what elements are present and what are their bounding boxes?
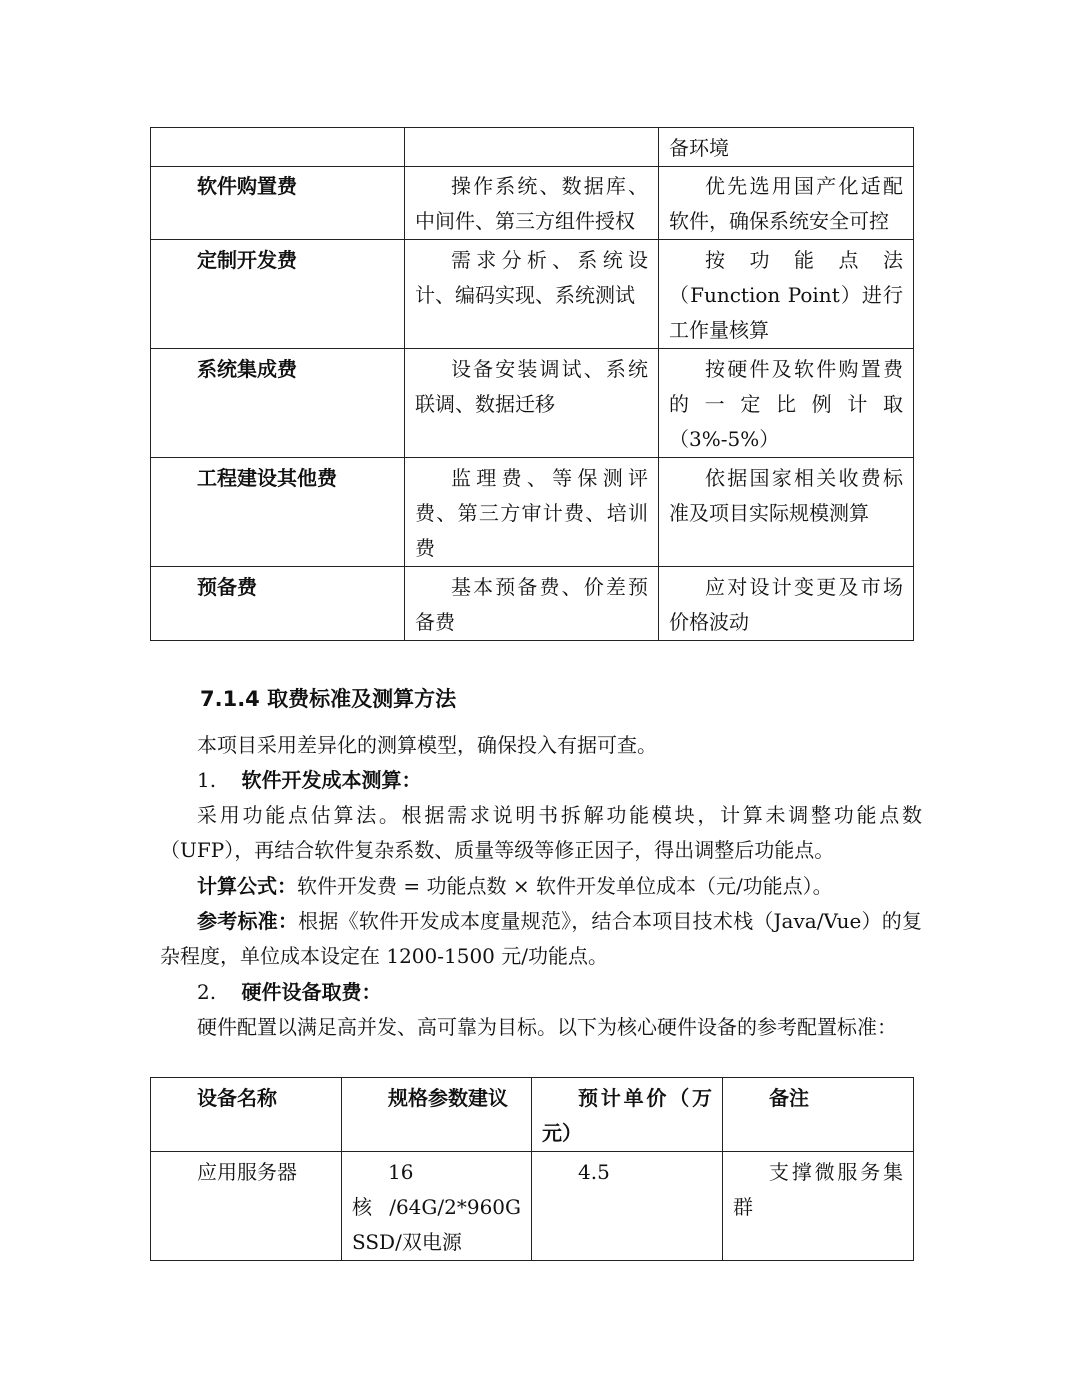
reference-label: 参考标准： <box>197 909 299 933</box>
cost-table <box>150 127 914 641</box>
table-row <box>151 349 914 458</box>
list-number: 1. <box>197 768 217 792</box>
list-title: 硬件设备取费： <box>241 980 382 1004</box>
cost-item-cell: 系统集成费 <box>151 349 405 458</box>
list-title: 软件开发成本测算： <box>241 768 422 792</box>
table-row <box>151 128 914 167</box>
cost-item-cell: 定制开发费 <box>151 240 405 349</box>
cost-note-cell: 应对设计变更及市场价格波动 <box>659 567 914 641</box>
cost-content-cell: 基本预备费、价差预备费 <box>405 567 659 641</box>
hardware-table <box>150 1077 914 1261</box>
cost-content-cell: 操作系统、数据库、中间件、第三方组件授权 <box>405 167 659 240</box>
header-cell: 预计单价（万元） <box>532 1078 723 1152</box>
device-note-cell: 支撑微服务集群 <box>723 1152 914 1261</box>
cost-note-cell: 按硬件及软件购置费的一定比例计取（3%-5%） <box>659 349 914 458</box>
header-cell: 备注 <box>723 1078 914 1152</box>
table-row <box>151 458 914 567</box>
formula-label: 计算公式： <box>197 874 297 898</box>
reference-paragraph <box>160 904 922 974</box>
table-row <box>151 567 914 641</box>
cost-content-cell <box>405 128 659 167</box>
section-heading: 7.1.4 取费标准及测算方法 <box>200 687 457 711</box>
header-cell: 设备名称 <box>151 1078 342 1152</box>
device-name-cell: 应用服务器 <box>151 1152 342 1261</box>
table-row <box>151 1152 914 1261</box>
cost-item-cell <box>151 128 405 167</box>
list-number: 2. <box>197 980 217 1004</box>
cost-item-cell: 软件购置费 <box>151 167 405 240</box>
list-item-1 <box>160 763 922 798</box>
cost-item-cell: 工程建设其他费 <box>151 458 405 567</box>
method-paragraph: 采用功能点估算法。根据需求说明书拆解功能模块，计算未调整功能点数（UFP），再结合软件复杂系数、质量等级等修正因子，得出调整后功能点。 <box>160 803 922 862</box>
cost-note-cell: 备环境 <box>659 128 914 167</box>
cost-content-cell: 设备安装调试、系统联调、数据迁移 <box>405 349 659 458</box>
table-header-row <box>151 1078 914 1152</box>
intro-paragraph: 本项目采用差异化的测算模型，确保投入有据可查。 <box>197 733 657 757</box>
list-item-2 <box>160 975 922 1010</box>
formula-paragraph <box>160 869 922 904</box>
header-cell: 规格参数建议 <box>342 1078 532 1152</box>
cost-note-cell: 依据国家相关收费标准及项目实际规模测算 <box>659 458 914 567</box>
table-row <box>151 167 914 240</box>
device-price-cell: 4.5 <box>532 1152 723 1261</box>
reference-text: 根据《软件开发成本度量规范》，结合本项目技术栈（Java/Vue）的复杂程度，单位成本设定在 1200-1500 元/功能点。 <box>160 909 923 968</box>
hardware-paragraph: 硬件配置以满足高并发、高可靠为目标。以下为核心硬件设备的参考配置标准： <box>197 1015 897 1039</box>
cost-content-cell: 监理费、等保测评费、第三方审计费、培训费 <box>405 458 659 567</box>
device-spec-cell: 16 核/64G/2*960G SSD/双电源 <box>342 1152 532 1261</box>
cost-content-cell: 需求分析、系统设计、编码实现、系统测试 <box>405 240 659 349</box>
cost-note-cell: 按功能点法（Function Point）进行工作量核算 <box>659 240 914 349</box>
table-row <box>151 240 914 349</box>
cost-note-cell: 优先选用国产化适配软件，确保系统安全可控 <box>659 167 914 240</box>
cost-item-cell: 预备费 <box>151 567 405 641</box>
formula-text: 软件开发费 = 功能点数 × 软件开发单位成本（元/功能点）。 <box>297 874 833 898</box>
